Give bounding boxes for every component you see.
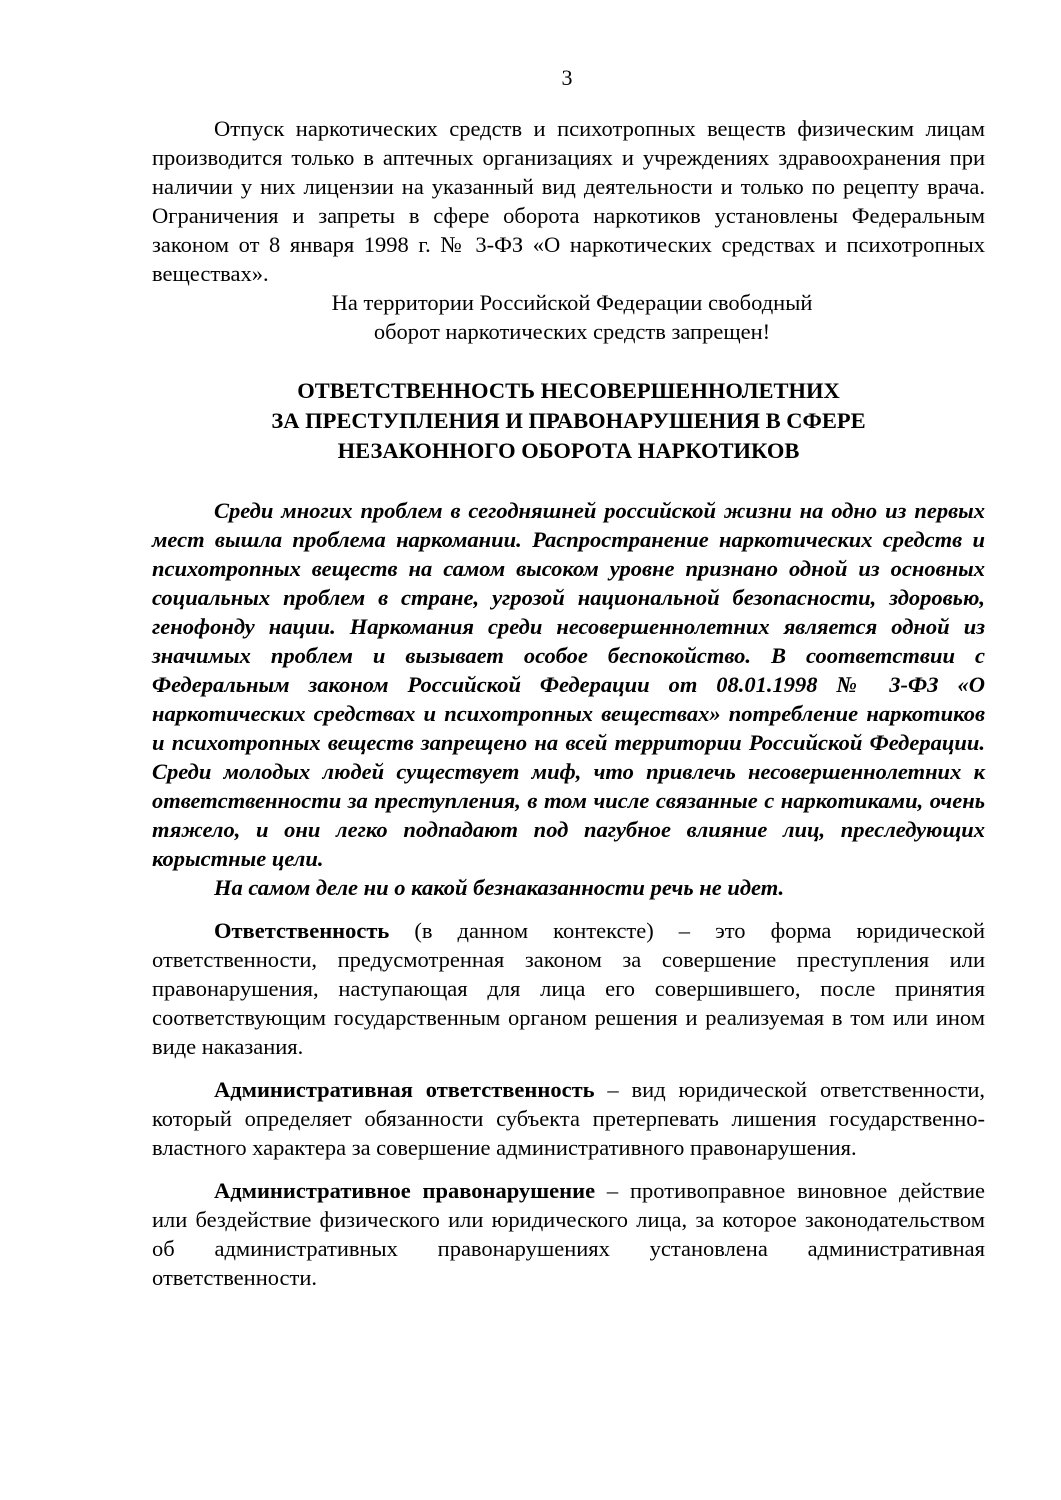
definition-text: (в данном контексте) – это форма юридической ответственности, предусмотренная законом за совершение преступления или правонарушения, наступающая для лица его совершившего, после принятия соответствующим государственным органом решения и реализуемая в том или ином виде наказания.: [152, 918, 985, 1059]
definition-responsibility: [152, 916, 985, 1061]
heading-line-1: ОТВЕТСТВЕННОСТЬ НЕСОВЕРШЕННОЛЕТНИХ: [297, 378, 840, 403]
page-number: 3: [561, 65, 573, 90]
definition-text: – вид юридической ответственности, который определяет обязанности субъекта претерпевать лишения государственно-властного характера за совершение административного правонарушения.: [152, 1077, 985, 1160]
definition-term: Административная ответственность: [214, 1077, 595, 1102]
definition-administrative-responsibility: [152, 1075, 985, 1162]
definition-term: Административное правонарушение: [214, 1178, 596, 1203]
definition-administrative-offense: [152, 1176, 985, 1292]
warning-line-1: На территории Российской Федерации свободный: [331, 290, 813, 315]
warning-block: [272, 288, 872, 346]
paragraph-dispensing: Отпуск наркотических средств и психотропных веществ физическим лицам производится только в аптечных организациях и учреждениях здравоохранения при наличии у них лицензии на указанный вид деятельности и только по рецепту врача. Ограничения и запреты в сфере оборота наркотиков установлены Федеральным законом от 8 января 1998 г. № 3-ФЗ «О наркотических средствах и психотропных веществах».: [152, 116, 985, 286]
intro-paragraph: Среди многих проблем в сегодняшней российской жизни на одно из первых мест вышла проблема наркомании. Распространение наркотических средств и психотропных веществ на самом высоком уровне признано одной из основных социальных проблем в стране, угрозой национальной безопасности, здоровью, генофонду нации. Наркомания среди несовершеннолетних является одной из значимых проблем и вызывает особое беспокойство. В соответствии с Федеральным законом Российской Федерации от 08.01.1998 № 3-ФЗ «О наркотических средствах и психотропных веществах» потребление наркотиков и психотропных веществ запрещено на всей территории Российской Федерации. Среди молодых людей существует миф, что привлечь несовершеннолетних к ответственности за преступления, в том числе связанные с наркотиками, очень тяжело, и они легко подпадают под пагубное влияние лиц, преследующих корыстные цели.: [152, 498, 985, 871]
section-heading: [152, 376, 985, 466]
definition-text: – противоправное виновное действие или бездействие физического или юридического лица, за которое законодательством об административных правонарушениях установлена административная ответственности.: [152, 1178, 986, 1290]
warning-line-2: оборот наркотических средств запрещен!: [373, 319, 771, 344]
intro-conclusion: На самом деле ни о какой безнаказанности речь не идет.: [214, 875, 785, 900]
definition-term: Ответственность: [214, 918, 390, 943]
document-content: [152, 114, 985, 1292]
heading-line-2: ЗА ПРЕСТУПЛЕНИЯ И ПРАВОНАРУШЕНИЯ В СФЕРЕ: [271, 408, 866, 433]
heading-line-3: НЕЗАКОННОГО ОБОРОТА НАРКОТИКОВ: [337, 438, 800, 463]
